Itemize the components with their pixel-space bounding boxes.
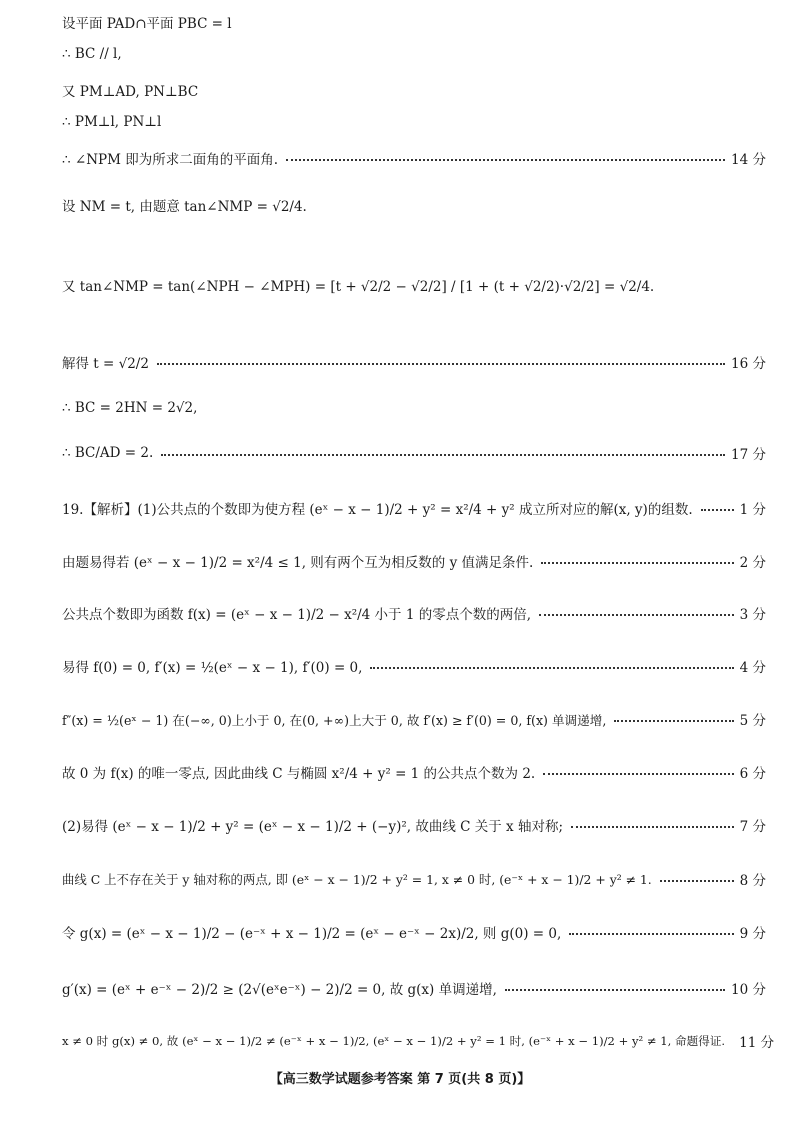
text-line-scored — [62, 148, 766, 168]
line-text: ∴ PM⊥l, PN⊥l — [62, 114, 162, 130]
score-label: 14 分 — [731, 152, 766, 168]
dot-leader — [161, 454, 725, 456]
line-text: 易得 f(0) = 0, f′(x) = ½(eˣ − x − 1), f′(0) = 0, — [62, 660, 363, 676]
score-label: 16 分 — [731, 356, 766, 372]
text-line — [62, 12, 766, 32]
text-line — [62, 275, 766, 295]
text-line-scored — [62, 709, 766, 729]
text-line — [62, 400, 766, 416]
dot-leader — [660, 880, 734, 882]
score-label: 3 分 — [739, 607, 766, 623]
score-label: 17 分 — [731, 447, 766, 463]
line-text: ∴ BC/AD = 2. — [62, 445, 154, 461]
dot-leader — [539, 614, 734, 616]
text-line-scored — [62, 551, 766, 571]
text-line-scored — [62, 978, 766, 998]
dot-leader — [370, 667, 733, 669]
line-text: 公共点个数即为函数 f(x) = (eˣ − x − 1)/2 − x²/4 小于 1 的零点个数的两倍, — [62, 607, 532, 623]
score-label: 1 分 — [739, 502, 766, 518]
text-line-scored — [62, 656, 766, 676]
line-text: 由题易得若 (eˣ − x − 1)/2 = x²/4 ≤ 1, 则有两个互为相反数的 y 值满足条件. — [62, 555, 534, 571]
line-text: x ≠ 0 时 g(x) ≠ 0, 故 (eˣ − x − 1)/2 ≠ (e⁻ˣ + x − 1)/2, (eˣ − x − 1)/2 + y² = 1 时, (e⁻ˣ + x − 1)/2 + y² ≠ 1, 命题得证. — [62, 1034, 726, 1048]
dot-leader — [571, 826, 734, 828]
score-label: 6 分 — [739, 766, 766, 782]
line-text: 设 NM = t, 由题意 tan∠NMP = √2/4. — [62, 199, 307, 215]
line-text: 令 g(x) = (eˣ − x − 1)/2 − (e⁻ˣ + x − 1)/2 = (eˣ − e⁻ˣ − 2x)/2, 则 g(0) = 0, — [62, 926, 562, 942]
line-text: ∴ ∠NPM 即为所求二面角的平面角. — [62, 152, 278, 168]
line-text: (2)易得 (eˣ − x − 1)/2 + y² = (eˣ − x − 1)/2 + (−y)², 故曲线 C 关于 x 轴对称; — [62, 819, 564, 835]
text-line-scored — [62, 815, 766, 835]
score-label: 4 分 — [739, 660, 766, 676]
text-line-scored — [62, 1031, 775, 1051]
score-label: 10 分 — [731, 982, 766, 998]
text-line-scored — [62, 498, 766, 518]
text-line-scored — [62, 352, 766, 372]
line-text: 解得 t = √2/2 — [62, 356, 149, 372]
score-label: 5 分 — [739, 713, 766, 729]
text-line-scored — [62, 922, 766, 942]
dot-leader — [541, 562, 733, 564]
text-line — [62, 195, 766, 215]
page-footer: 【高三数学试题参考答案 第 7 页(共 8 页)】 — [269, 1072, 531, 1087]
line-text: 又 tan∠NMP = tan(∠NPH − ∠MPH) = [t + √2/2 − √2/2] / [1 + (t + √2/2)·√2/2] = √2/4. — [62, 279, 655, 295]
dot-leader — [614, 720, 733, 722]
dot-leader — [286, 159, 725, 161]
text-line-scored — [62, 869, 766, 889]
dot-leader — [505, 989, 725, 991]
line-text: ∴ BC // l, — [62, 46, 122, 62]
score-label: 9 分 — [739, 926, 766, 942]
line-text: 曲线 C 上不存在关于 y 轴对称的两点, 即 (eˣ − x − 1)/2 + y² = 1, x ≠ 0 时, (e⁻ˣ + x − 1)/2 + y² ≠ 1. — [62, 872, 652, 887]
dot-leader — [701, 509, 734, 511]
text-line — [62, 114, 766, 130]
text-line-scored — [62, 762, 766, 782]
line-text: 故 0 为 f(x) 的唯一零点, 因此曲线 C 与椭圆 x²/4 + y² = 1 的公共点个数为 2. — [62, 766, 536, 782]
score-label: 8 分 — [739, 873, 766, 889]
line-text: ∴ BC = 2HN = 2√2, — [62, 400, 198, 416]
text-line — [62, 80, 766, 100]
score-label: 2 分 — [739, 555, 766, 571]
text-line-scored — [62, 443, 766, 463]
dot-leader — [569, 933, 733, 935]
text-line-scored — [62, 603, 766, 623]
line-text: g′(x) = (eˣ + e⁻ˣ − 2)/2 ≥ (2√(eˣe⁻ˣ) − 2)/2 = 0, 故 g(x) 单调递增, — [62, 982, 497, 998]
line-text: f″(x) = ½(eˣ − 1) 在(−∞, 0)上小于 0, 在(0, +∞)上大于 0, 故 f′(x) ≥ f′(0) = 0, f(x) 单调递增, — [62, 712, 607, 728]
dot-leader — [543, 773, 733, 775]
score-label: 11 分 — [739, 1035, 775, 1051]
line-text: 19.【解析】(1)公共点的个数即为使方程 (eˣ − x − 1)/2 + y² = x²/4 + y² 成立所对应的解(x, y)的组数. — [62, 502, 693, 518]
score-label: 7 分 — [739, 819, 766, 835]
dot-leader — [157, 363, 725, 365]
line-text: 又 PM⊥AD, PN⊥BC — [62, 84, 199, 100]
text-line — [62, 46, 766, 62]
line-text: 设平面 PAD∩平面 PBC = l — [62, 16, 232, 32]
